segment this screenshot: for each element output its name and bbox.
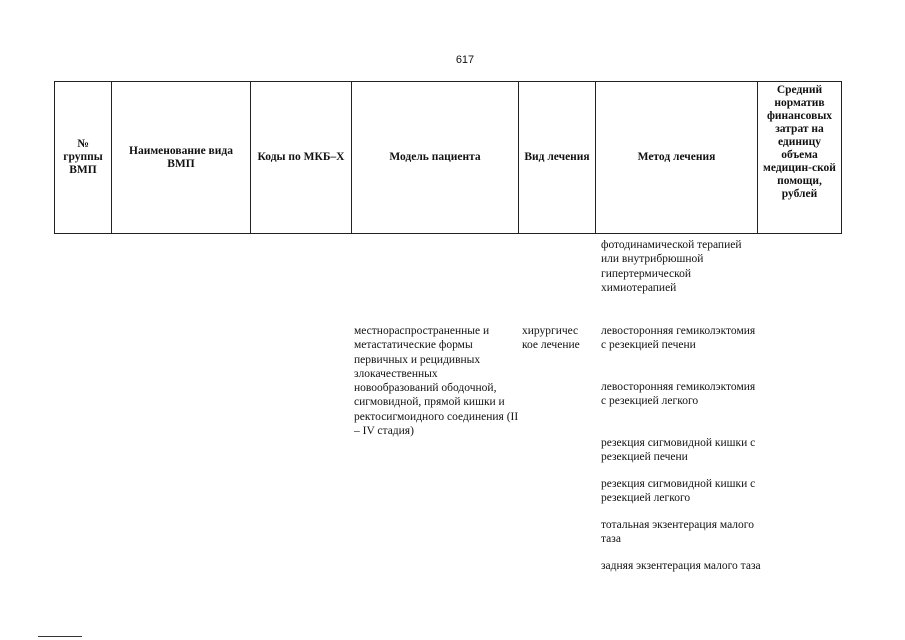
method-item: фотодинамической терапией или внутрибрюшной гипертермической химиотерапией [601,239,742,294]
header-patient-model: Модель пациента [352,82,519,234]
method-item: левосторонняя гемиколэктомия с резекцией печени [601,325,756,352]
treatment-type-text: хирургичес кое лечение [522,325,580,352]
method-item: левосторонняя гемиколэктомия с резекцией легкого [601,381,756,408]
method-item: резекция сигмовидной кишки с резекцией легкого [601,478,756,505]
patient-model-text: местнораспространенные и метастатические формы первичных и рецидивных злокачественных новообразований ободочной, сигмовидной, прямой кишки и ректосигмоидного соединения (II – IV стадия) [354,325,519,438]
method-item: задняя экзентерация малого таза [601,560,761,572]
header-treatment-method: Метод лечения [596,82,758,234]
method-item: резекция сигмовидной кишки с резекцией печени [601,437,756,464]
header-treatment-type: Вид лечения [519,82,596,234]
page-number: 617 [455,54,475,66]
table-header [54,81,842,234]
method-item: тотальная экзентерация малого таза [601,519,754,546]
header-icd-codes: Коды по МКБ–X [251,82,352,234]
footer-rule [38,636,82,637]
header-group-number: № группы ВМП [55,82,112,234]
header-average-cost: Средний норматив финансовых затрат на единицу объема медицин-ской помощи, рублей [758,82,842,234]
header-vmp-name: Наименование вида ВМП [112,82,251,234]
